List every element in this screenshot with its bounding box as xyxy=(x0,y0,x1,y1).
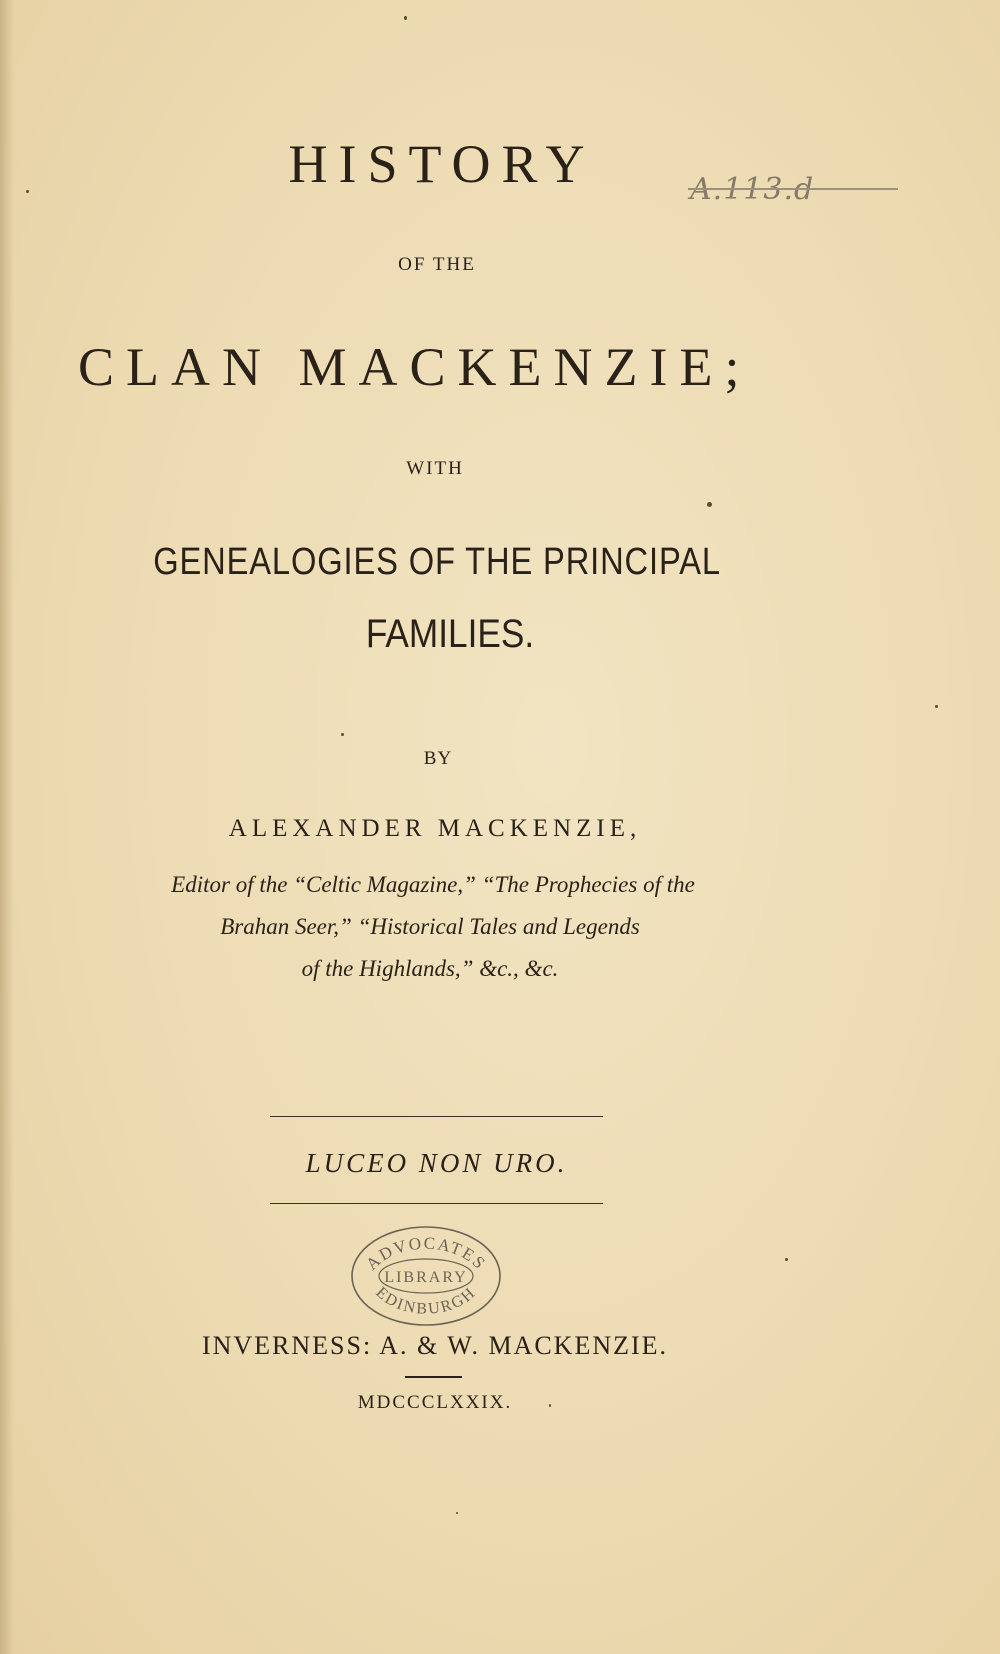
paper-speck xyxy=(456,1512,458,1514)
title-connector: OF THE xyxy=(398,254,476,275)
page-edge-shadow xyxy=(0,0,14,1654)
by-label: BY xyxy=(423,748,453,769)
motto-rule-top xyxy=(270,1116,603,1117)
motto-rule-bottom xyxy=(270,1203,603,1204)
author-credit-line: Editor of the “Celtic Magazine,” “The Prophecies of the xyxy=(171,872,695,897)
subtitle-line-2: FAMILIES. xyxy=(365,612,535,656)
shelfmark-strikethrough xyxy=(688,188,898,190)
subtitle-connector: WITH xyxy=(406,458,464,479)
paper-speck xyxy=(341,733,344,736)
stamp-text-top: ADVOCATES xyxy=(362,1233,491,1274)
subtitle-line-1 xyxy=(78,538,721,586)
paper-speck xyxy=(785,1258,788,1261)
subtitle-line-1-text: GENEALOGIES OF THE PRINCIPAL xyxy=(153,541,721,583)
paper-speck xyxy=(404,16,407,20)
publication-year: MDCCCLXXIX. xyxy=(357,1392,513,1413)
paper-speck xyxy=(707,502,712,507)
paper-speck xyxy=(549,1404,551,1407)
stamp-text-bottom: EDINBURGH xyxy=(372,1283,480,1318)
publisher-imprint: INVERNESS: A. & W. MACKENZIE. xyxy=(201,1331,669,1360)
motto: LUCEO NON URO. xyxy=(305,1148,568,1178)
imprint-rule xyxy=(405,1376,462,1378)
author-name: ALEXANDER MACKENZIE, xyxy=(228,815,642,842)
author-credit-line: Brahan Seer,” “Historical Tales and Legends xyxy=(220,914,640,939)
pencil-shelfmark: A.113.d xyxy=(690,172,815,207)
library-stamp xyxy=(346,1218,506,1328)
stamp-text-middle: LIBRARY xyxy=(384,1269,468,1286)
paper-speck xyxy=(935,705,938,708)
author-credit-line: of the Highlands,” &c., &c. xyxy=(301,956,559,981)
clan-name: CLAN MACKENZIE; xyxy=(78,337,752,397)
paper-speck xyxy=(26,190,29,193)
book-title: HISTORY xyxy=(288,134,596,194)
